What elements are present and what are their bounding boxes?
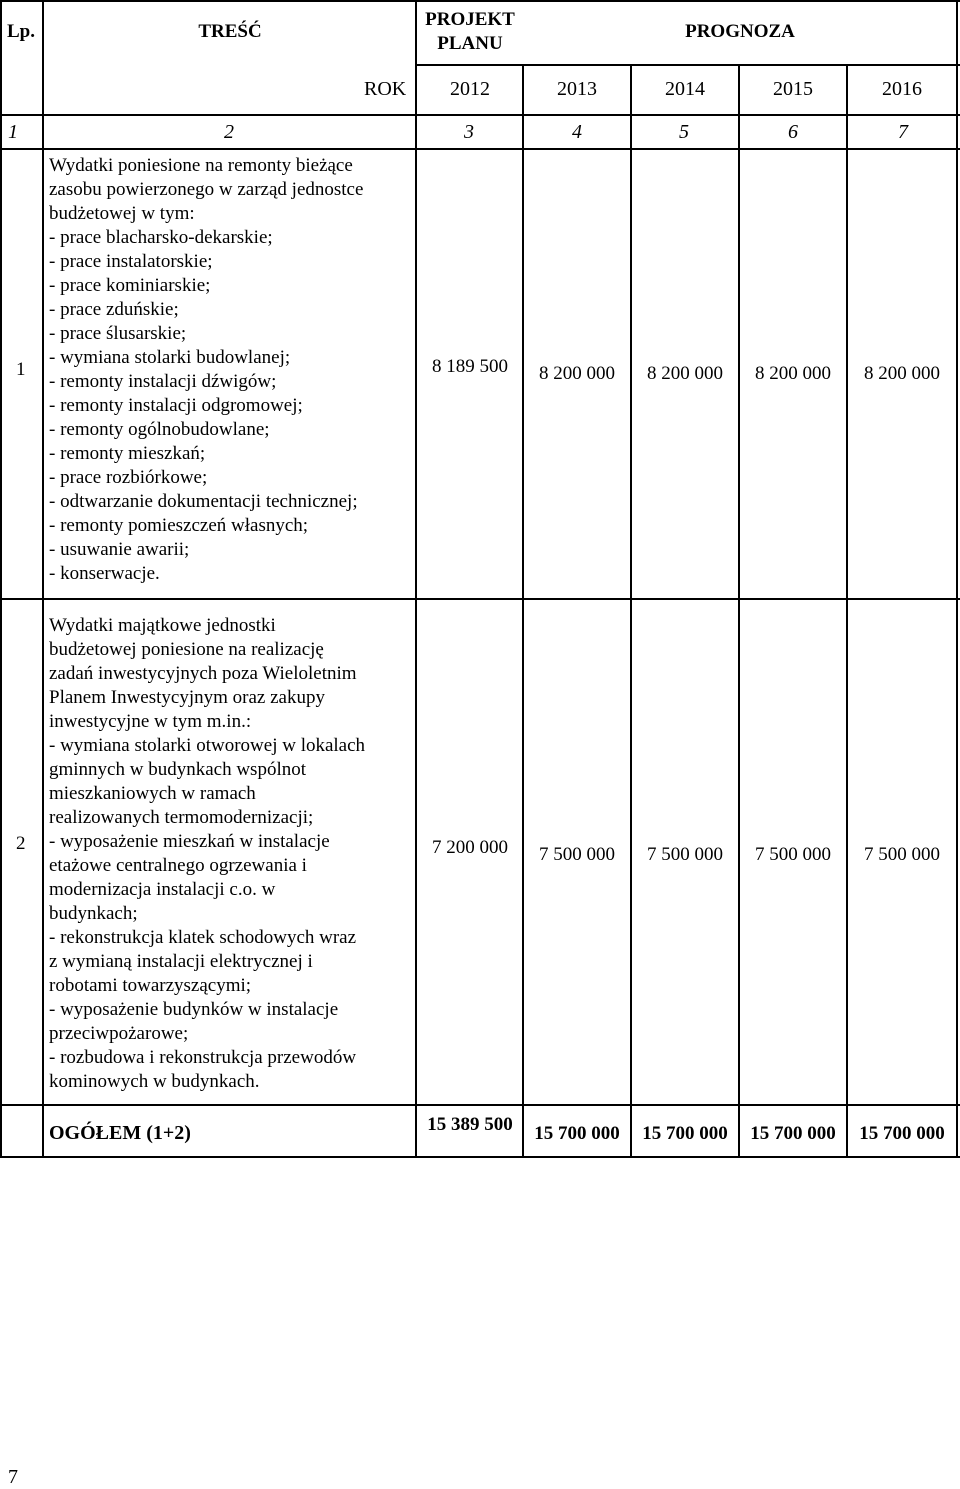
row2-value-2016: 7 500 000 (864, 844, 940, 865)
row1-line: - prace instalatorskie; (49, 251, 213, 272)
row2-line: z wymianą instalacji elektrycznej i (49, 951, 313, 972)
row2-line: - wymiana stolarki otworowej w lokalach (49, 735, 366, 756)
row2-value-2012: 7 200 000 (432, 837, 508, 858)
col-divider-tresc (415, 0, 417, 1158)
header-year-2014: 2014 (665, 78, 705, 100)
row2-line: robotami towarzyszącymi; (49, 975, 252, 996)
row1-line: Wydatki poniesione na remonty bieżące (49, 155, 353, 176)
row1-line: - konserwacje. (49, 563, 160, 584)
header-projekt-line1: PROJEKT (425, 9, 515, 30)
header-prognoza: PROGNOZA (685, 21, 795, 42)
row2-line: inwestycyjne w tym m.in.: (49, 711, 252, 732)
colnum-1: 1 (8, 121, 18, 143)
colnum-2: 2 (224, 121, 234, 143)
total-value-2013: 15 700 000 (534, 1123, 620, 1144)
col-divider-2013 (630, 64, 632, 1158)
total-value-2014: 15 700 000 (642, 1123, 728, 1144)
row2-lp: 2 (16, 833, 26, 854)
colnum-3: 3 (464, 121, 474, 143)
table-border-right (956, 0, 958, 1158)
colnum-7: 7 (898, 121, 908, 143)
year-row-divider (0, 114, 960, 116)
row2-line: budynkach; (49, 903, 138, 924)
total-value-2016: 15 700 000 (859, 1123, 945, 1144)
row1-lp: 1 (16, 359, 26, 380)
row1-line: - odtwarzanie dokumentacji technicznej; (49, 491, 358, 512)
header-tresc: TREŚĆ (198, 21, 262, 42)
row1-line: - prace zduńskie; (49, 299, 179, 320)
colnum-5: 5 (679, 121, 689, 143)
row2-value-2014: 7 500 000 (647, 844, 723, 865)
row1-line: - wymiana stolarki budowlanej; (49, 347, 291, 368)
total-label: OGÓŁEM (1+2) (49, 1122, 191, 1144)
col-divider-2015 (846, 64, 848, 1158)
row2-line: - wyposażenie mieszkań w instalacje (49, 831, 330, 852)
row1-line: - prace ślusarskie; (49, 323, 187, 344)
colnum-4: 4 (572, 121, 582, 143)
row2-description (49, 614, 365, 1094)
row1-line: - prace blacharsko-dekarskie; (49, 227, 273, 248)
row1-line: - usuwanie awarii; (49, 539, 190, 560)
colnum-row-divider (0, 148, 960, 150)
row2-value-2015: 7 500 000 (755, 844, 831, 865)
row2-line: - rozbudowa i rekonstrukcja przewodów (49, 1047, 357, 1068)
row2-line: - wyposażenie budynków w instalacje (49, 999, 339, 1020)
row1-line: - remonty ogólnobudowlane; (49, 419, 270, 440)
table-border-bottom (0, 1156, 960, 1158)
header-year-2016: 2016 (882, 78, 922, 100)
row1-value-2016: 8 200 000 (864, 363, 940, 384)
row1-value-2012: 8 189 500 (432, 356, 508, 377)
row1-value-2013: 8 200 000 (539, 363, 615, 384)
row2-line: - rekonstrukcja klatek schodowych wraz (49, 927, 357, 948)
row2-line: etażowe centralnego ogrzewania i (49, 855, 307, 876)
header-lp: Lp. (7, 21, 35, 42)
row1-line: - prace kominiarskie; (49, 275, 211, 296)
row1-line: - remonty pomieszczeń własnych; (49, 515, 309, 536)
header-projekt-line2: PLANU (437, 33, 503, 54)
row1-description (49, 154, 363, 586)
header-year-2012: 2012 (450, 78, 490, 100)
row1-line: - remonty instalacji dźwigów; (49, 371, 277, 392)
row1-line: - remonty mieszkań; (49, 443, 206, 464)
row2-line: Planem Inwestycyjnym oraz zakupy (49, 687, 325, 708)
row2-line: zadań inwestycyjnych poza Wieloletnim (49, 663, 357, 684)
row2-line: modernizacja instalacji c.o. w (49, 879, 276, 900)
col-divider-2014 (738, 64, 740, 1158)
page-number: 7 (8, 1466, 18, 1488)
row1-line: budżetowej w tym: (49, 203, 195, 224)
row2-divider (0, 1104, 960, 1106)
row2-line: przeciwpożarowe; (49, 1023, 189, 1044)
row1-line: - prace rozbiórkowe; (49, 467, 208, 488)
row2-line: kominowych w budynkach. (49, 1071, 260, 1092)
row1-value-2015: 8 200 000 (755, 363, 831, 384)
row2-line: budżetowej poniesione na realizację (49, 639, 324, 660)
header-rok-label: ROK (364, 78, 407, 100)
row2-line: Wydatki majątkowe jednostki (49, 615, 276, 636)
row2-line: gminnych w budynkach wspólnot (49, 759, 307, 780)
table-border-left (0, 0, 2, 1158)
row1-value-2014: 8 200 000 (647, 363, 723, 384)
header-year-2013: 2013 (557, 78, 597, 100)
col-divider-2012 (522, 64, 524, 1158)
row1-line: - remonty instalacji odgromowej; (49, 395, 303, 416)
total-value-2012: 15 389 500 (427, 1114, 513, 1135)
col-divider-lp (42, 0, 44, 1158)
header-year-2015: 2015 (773, 78, 813, 100)
row2-line: mieszkaniowych w ramach (49, 783, 256, 804)
header-divider (416, 64, 960, 66)
table-border-top (0, 0, 960, 2)
total-value-2015: 15 700 000 (750, 1123, 836, 1144)
row1-divider (0, 598, 960, 600)
row2-value-2013: 7 500 000 (539, 844, 615, 865)
row2-line: realizowanych termomodernizacji; (49, 807, 314, 828)
colnum-6: 6 (788, 121, 798, 143)
row1-line: zasobu powierzonego w zarząd jednostce (49, 179, 364, 200)
